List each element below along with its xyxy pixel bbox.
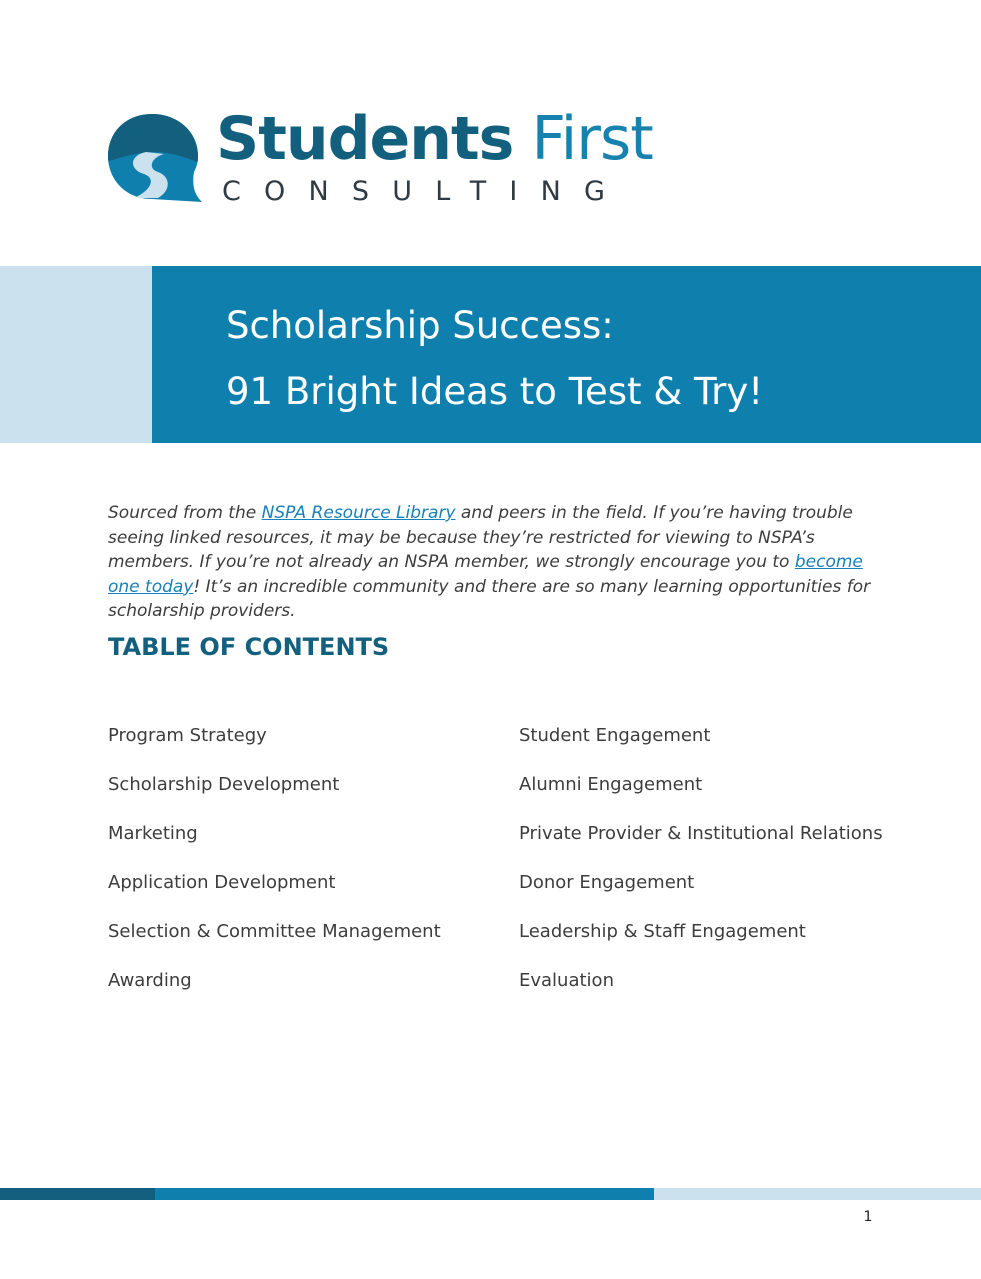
brand-word-first: First <box>531 104 653 174</box>
brand-tagline: CONSULTING <box>222 176 629 207</box>
toc-item: Program Strategy <box>108 725 267 746</box>
footer-bar-blue <box>155 1188 654 1200</box>
intro-text-3: ! It’s an incredible community and there are so many learning opportunities for scholarship providers. <box>108 576 871 621</box>
toc-item: Marketing <box>108 823 198 844</box>
toc-item: Application Development <box>108 872 336 893</box>
brand-name <box>216 104 653 174</box>
page-number: 1 <box>863 1209 873 1225</box>
footer-bar-navy <box>0 1188 155 1200</box>
toc-item: Awarding <box>108 970 192 991</box>
intro-text-2: and peers in the field. If you’re having trouble seeing linked resources, it may be because they’re restricted for viewing to NSPA’s members. If you’re not already an NSPA member, we strongly encourage you to <box>108 503 853 572</box>
become-member-link[interactable]: become one today <box>108 552 863 597</box>
nspa-resource-library-link[interactable]: NSPA Resource Library <box>261 503 456 523</box>
brand-word-students: Students <box>216 104 514 174</box>
toc-item: Scholarship Development <box>108 774 340 795</box>
title-banner <box>152 266 981 443</box>
footer-bar-light <box>654 1188 981 1200</box>
toc-item: Selection & Committee Management <box>108 921 441 942</box>
toc-item: Evaluation <box>519 970 614 991</box>
toc-item: Leadership & Staff Engagement <box>519 921 806 942</box>
toc-item: Student Engagement <box>519 725 711 746</box>
toc-item: Private Provider & Institutional Relations <box>519 823 883 844</box>
toc-left-column <box>108 723 441 1017</box>
toc-item: Alumni Engagement <box>519 774 703 795</box>
logo-mark <box>106 112 202 204</box>
intro-paragraph <box>108 501 888 624</box>
title-line-2: 91 Bright Ideas to Test & Try! <box>226 370 764 413</box>
toc-heading: TABLE OF CONTENTS <box>108 633 390 661</box>
intro-text-1: Sourced from the <box>108 503 262 523</box>
title-line-1: Scholarship Success: <box>226 304 614 347</box>
banner-accent <box>0 266 152 443</box>
toc-item: Donor Engagement <box>519 872 695 893</box>
toc-right-column <box>519 723 883 1017</box>
